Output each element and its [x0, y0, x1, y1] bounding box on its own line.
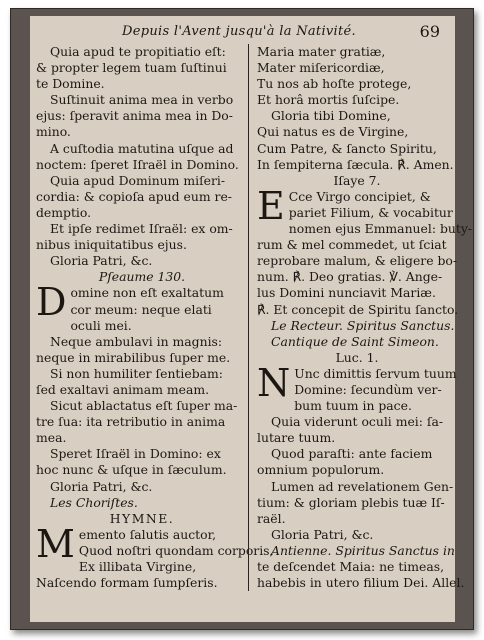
verse-line: Unc dimittis ſervum tuum: [294, 365, 457, 381]
verse-line: hoc nunc & uſque in ſæculum.: [36, 462, 227, 478]
verse-line: mino.: [36, 124, 71, 140]
verse-line: Cce Virgo concipiet, &: [288, 188, 431, 204]
antienne-line: habebis in utero filium Dei. Allel.: [257, 575, 465, 591]
verse-line: nibus iniquitatibus ejus.: [36, 237, 187, 253]
verse-line: num. ℟. Deo gratias. ℣. Ange-: [257, 269, 443, 285]
verse-line: Maria mater gratiæ,: [257, 44, 386, 59]
verse-line: Sicut ablactatus eſt ſuper ma-: [50, 398, 238, 414]
nunc-opening: [257, 360, 457, 405]
drop-cap: D: [36, 280, 67, 325]
verse-line: Neque ambulavi in magnis:: [50, 333, 223, 349]
verse-line: Quia apud Dominum miſeri-: [50, 172, 226, 188]
verse-line: Tu nos ab hoſte protege,: [257, 76, 412, 92]
verse-line: Domine: ſecundùm ver-: [294, 381, 442, 397]
verse-line: lutare tuum.: [257, 430, 336, 446]
verse-line: cordia: & copioſa apud eum re-: [36, 188, 232, 204]
rubric-choristes: Les Choriſtes.: [50, 494, 138, 510]
cantique-heading: Cantique de Saint Simeon.: [271, 333, 439, 349]
verse-line: Quod noſtri quondam corporis,: [78, 542, 274, 558]
page-header: [30, 22, 455, 44]
verse-line: tium: & gloriam plebis tuæ Iſ-: [257, 494, 445, 510]
drop-cap: E: [257, 183, 285, 228]
gloria-patri: Gloria Patri, &c.: [50, 253, 153, 269]
verse-line: Suſtinuit anima mea in verbo: [50, 92, 234, 108]
verse-line: lus Domini nunciavit Mariæ.: [257, 285, 436, 301]
luc-heading: Luc. 1.: [335, 349, 379, 365]
drop-cap: M: [36, 521, 75, 566]
verse-line: Speret Iſraël in Domino: ex: [50, 446, 221, 462]
hymn-opening: [36, 521, 274, 566]
verse-line: Et horâ mortis ſuſcipe.: [257, 92, 400, 108]
verse-line: emento ſalutis auctor,: [78, 526, 217, 542]
verse-line: omnium populorum.: [257, 462, 385, 478]
verse-line: Si non humiliter ſentiebam:: [50, 365, 223, 381]
verse-line: raël.: [257, 510, 286, 526]
verse-line: Et ipſe redimet Iſraël: ex om-: [50, 221, 233, 237]
verse-line: Qui natus es de Virgine,: [257, 124, 409, 140]
hymn-heading: HYMNE.: [109, 510, 175, 526]
drop-cap: N: [257, 360, 291, 405]
gloria-patri: Gloria Patri, &c.: [271, 526, 374, 542]
verse-line: omine non eſt exaltatum: [70, 285, 224, 301]
psalm-heading: Pſeaume 130.: [98, 269, 186, 285]
verse-line: demptio.: [36, 204, 92, 220]
verse-line: Cum Patre, & ſancto Spiritu,: [257, 140, 437, 156]
isaye-opening: [257, 183, 457, 228]
verse-line: rum & mel commedet, ut ſciat: [257, 237, 447, 253]
antienne-line: Antienne. Spiritus Sanctus in: [271, 542, 455, 558]
rubric-recteur: Le Recteur. Spiritus Sanctus.: [271, 317, 455, 333]
verse-line: Quod paraſti: ante faciem: [271, 446, 433, 462]
verse-line: Ex illibata Virgine,: [78, 559, 197, 574]
verse-line: A cuſtodia matutina uſque ad: [50, 140, 234, 156]
verse-line: Lumen ad revelationem Gen-: [271, 478, 454, 494]
verse-line: Quia viderunt oculi mei: ſa-: [271, 414, 444, 430]
verse-line: pariet Filium, & vocabitur: [288, 204, 453, 220]
verse-line: ℟. Et concepit de Spiritu ſancto.: [257, 301, 459, 317]
verse-line: cor meum: neque elati: [70, 301, 212, 317]
verse-line: ſed exaltavi animam meam.: [36, 381, 210, 397]
right-column: [248, 44, 473, 591]
verse-line: nomen ejus Emmanuel: buty-: [288, 221, 473, 237]
verse-line: mea.: [36, 430, 67, 446]
verse-line: tre ſua: ita retributio in anima: [36, 414, 226, 430]
verse-line: te Domine.: [36, 76, 105, 92]
verse-line: neque in mirabilibus ſuper me.: [36, 349, 231, 365]
book-page: [30, 16, 473, 622]
verse-line: oculi mei.: [70, 317, 132, 333]
verse-line: Naſcendo formam ſumpſeris.: [36, 575, 218, 591]
verse-line: reprobare malum, & eligere bo-: [257, 253, 458, 269]
running-title: Depuis l'Avent jusqu'à la Nativité.: [122, 24, 356, 39]
verse-line: Mater miſericordiæ,: [257, 60, 385, 76]
verse-line: ejus: ſperavit anima mea in Do-: [36, 108, 233, 124]
page-number: 69: [419, 22, 440, 41]
left-column: [36, 44, 274, 591]
verse-line: bum tuum in pace.: [294, 398, 412, 414]
verse-line: In ſempiterna ſæcula. ℟. Amen.: [257, 156, 454, 172]
verse-line: noctem: ſperet Iſraël in Domino.: [36, 156, 239, 172]
antienne-line: te deſcendet Maia: ne timeas,: [257, 559, 445, 574]
verse-line: Gloria tibi Domine,: [271, 108, 391, 124]
verse-line: & propter legem tuam ſuſtinui: [36, 60, 227, 76]
verse-line: Quia apud te propitiatio eſt:: [50, 44, 226, 59]
gloria-patri: Gloria Patri, &c.: [50, 478, 153, 494]
isaye-heading: Iſaye 7.: [333, 172, 381, 188]
